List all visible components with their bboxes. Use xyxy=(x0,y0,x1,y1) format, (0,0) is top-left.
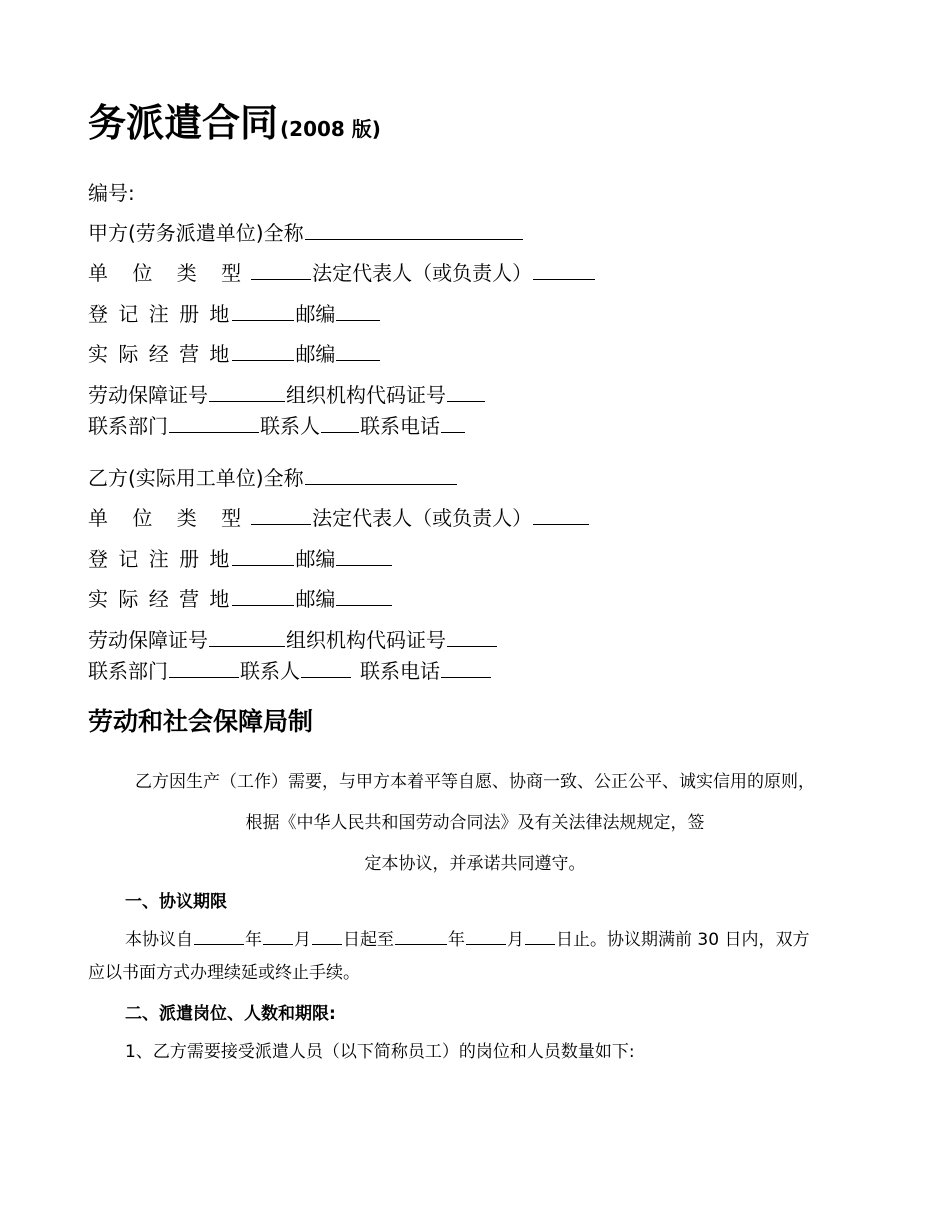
party-a-org-code-blank[interactable] xyxy=(447,383,485,402)
party-a-unit-type-line xyxy=(88,261,596,285)
party-a-reg-address-line xyxy=(88,302,381,326)
party-b-labor-cert-label: 劳动保障证号 xyxy=(88,628,208,652)
party-a-op-postcode-blank[interactable] xyxy=(336,342,380,361)
party-a-contact-phone-blank[interactable] xyxy=(441,414,465,433)
title-main: 务派遣合同 xyxy=(88,101,279,145)
issuer-heading: 劳动和社会保障局制 xyxy=(88,707,314,736)
party-a-reg-address-blank[interactable] xyxy=(232,302,294,321)
title-edition: (2008 版) xyxy=(280,117,381,141)
party-a-legal-rep-label: 法定代表人（或负责人） xyxy=(312,261,533,285)
party-b-name-blank[interactable] xyxy=(305,466,457,485)
preamble-line-3: 定本协议，并承诺共同遵守。 xyxy=(364,854,586,874)
term-end-text: 日止。协议期满前 30 日内，双方 xyxy=(556,930,810,950)
start-year-blank[interactable] xyxy=(194,929,244,945)
section-1-line-2: 应以书面方式办理续延或终止手续。 xyxy=(88,963,360,983)
party-a-reg-postcode-blank[interactable] xyxy=(336,302,380,321)
party-b-org-code-blank[interactable] xyxy=(447,628,497,647)
party-a-op-postcode-label: 邮编 xyxy=(295,342,336,366)
section-2-heading: 二、派遣岗位、人数和期限: xyxy=(125,1004,336,1024)
start-day-blank[interactable] xyxy=(312,929,342,945)
party-a-reg-address-label: 登 记 注 册 地 xyxy=(88,302,232,326)
party-b-op-address-label: 实 际 经 营 地 xyxy=(88,587,232,611)
section-1-heading: 一、协议期限 xyxy=(125,892,227,912)
party-b-reg-postcode-blank[interactable] xyxy=(336,547,392,566)
party-a-unit-type-label: 单 位 类 型 xyxy=(88,261,251,285)
party-b-labor-cert-blank[interactable] xyxy=(209,628,285,647)
party-b-org-code-label: 组织机构代码证号 xyxy=(286,628,446,652)
party-b-contact-person-blank[interactable] xyxy=(301,659,351,678)
party-b-unit-type-line xyxy=(88,506,590,530)
party-b-legal-rep-blank[interactable] xyxy=(533,506,589,525)
party-b-op-postcode-blank[interactable] xyxy=(336,587,392,606)
party-a-org-code-label: 组织机构代码证号 xyxy=(286,383,446,407)
party-a-contact-phone-label: 联系电话 xyxy=(360,414,440,438)
end-month-label: 月 xyxy=(507,930,524,950)
party-b-contact-phone-label: 联系电话 xyxy=(360,659,440,683)
party-a-contact-person-label: 联系人 xyxy=(260,414,320,438)
party-b-contact-line xyxy=(88,659,492,683)
preamble-line-2: 根据《中华人民共和国劳动合同法》及有关法律法规规定，签 xyxy=(245,813,705,833)
end-month-blank[interactable] xyxy=(466,929,506,945)
party-b-name-line xyxy=(88,466,458,490)
start-month-blank[interactable] xyxy=(263,929,293,945)
party-a-labor-cert-blank[interactable] xyxy=(209,383,285,402)
start-year-label: 年 xyxy=(245,930,262,950)
document-title xyxy=(88,92,381,147)
party-a-op-address-label: 实 际 经 营 地 xyxy=(88,342,232,366)
party-a-contact-line xyxy=(88,414,466,438)
party-b-unit-type-blank[interactable] xyxy=(251,506,311,525)
party-b-reg-address-line xyxy=(88,547,393,571)
party-a-op-address-line xyxy=(88,342,381,366)
start-month-label: 月 xyxy=(294,930,311,950)
party-a-postcode-label: 邮编 xyxy=(295,302,336,326)
party-b-reg-address-blank[interactable] xyxy=(232,547,294,566)
party-a-contact-person-blank[interactable] xyxy=(321,414,359,433)
party-b-contact-phone-blank[interactable] xyxy=(441,659,491,678)
end-year-blank[interactable] xyxy=(395,929,447,945)
party-a-name-line xyxy=(88,221,524,245)
party-b-name-label: 乙方(实际用工单位)全称 xyxy=(88,466,304,490)
section-2-item-1: 1、乙方需要接受派遣人员（以下简称员工）的岗位和人员数量如下: xyxy=(125,1042,635,1062)
party-a-contact-dept-blank[interactable] xyxy=(169,414,259,433)
party-b-contact-dept-blank[interactable] xyxy=(169,659,239,678)
party-a-name-label: 甲方(劳务派遣单位)全称 xyxy=(88,221,304,245)
party-a-legal-rep-blank[interactable] xyxy=(533,261,595,280)
party-b-op-postcode-label: 邮编 xyxy=(295,587,336,611)
end-year-label: 年 xyxy=(448,930,465,950)
serial-number-line xyxy=(88,181,135,205)
party-a-cert-line xyxy=(88,383,486,407)
section-1-term-line xyxy=(125,925,809,950)
party-b-cert-line xyxy=(88,628,498,652)
serial-label: 编号: xyxy=(88,181,135,205)
party-b-legal-rep-label: 法定代表人（或负责人） xyxy=(312,506,533,530)
party-b-unit-type-label: 单 位 类 型 xyxy=(88,506,251,530)
party-b-reg-address-label: 登 记 注 册 地 xyxy=(88,547,232,571)
party-b-postcode-label: 邮编 xyxy=(295,547,336,571)
party-b-op-address-blank[interactable] xyxy=(232,587,294,606)
term-to-label: 日起至 xyxy=(343,930,394,950)
party-b-contact-dept-label: 联系部门 xyxy=(88,659,168,683)
party-a-contact-dept-label: 联系部门 xyxy=(88,414,168,438)
term-start-label: 本协议自 xyxy=(125,930,193,950)
end-day-blank[interactable] xyxy=(525,929,555,945)
party-a-labor-cert-label: 劳动保障证号 xyxy=(88,383,208,407)
party-a-op-address-blank[interactable] xyxy=(232,342,294,361)
party-a-unit-type-blank[interactable] xyxy=(251,261,311,280)
party-a-name-blank[interactable] xyxy=(305,221,523,240)
preamble-line-1: 乙方因生产（工作）需要，与甲方本着平等自愿、协商一致、公正公平、诚实信用的原则， xyxy=(135,772,815,792)
party-b-op-address-line xyxy=(88,587,393,611)
party-b-contact-person-label: 联系人 xyxy=(240,659,300,683)
